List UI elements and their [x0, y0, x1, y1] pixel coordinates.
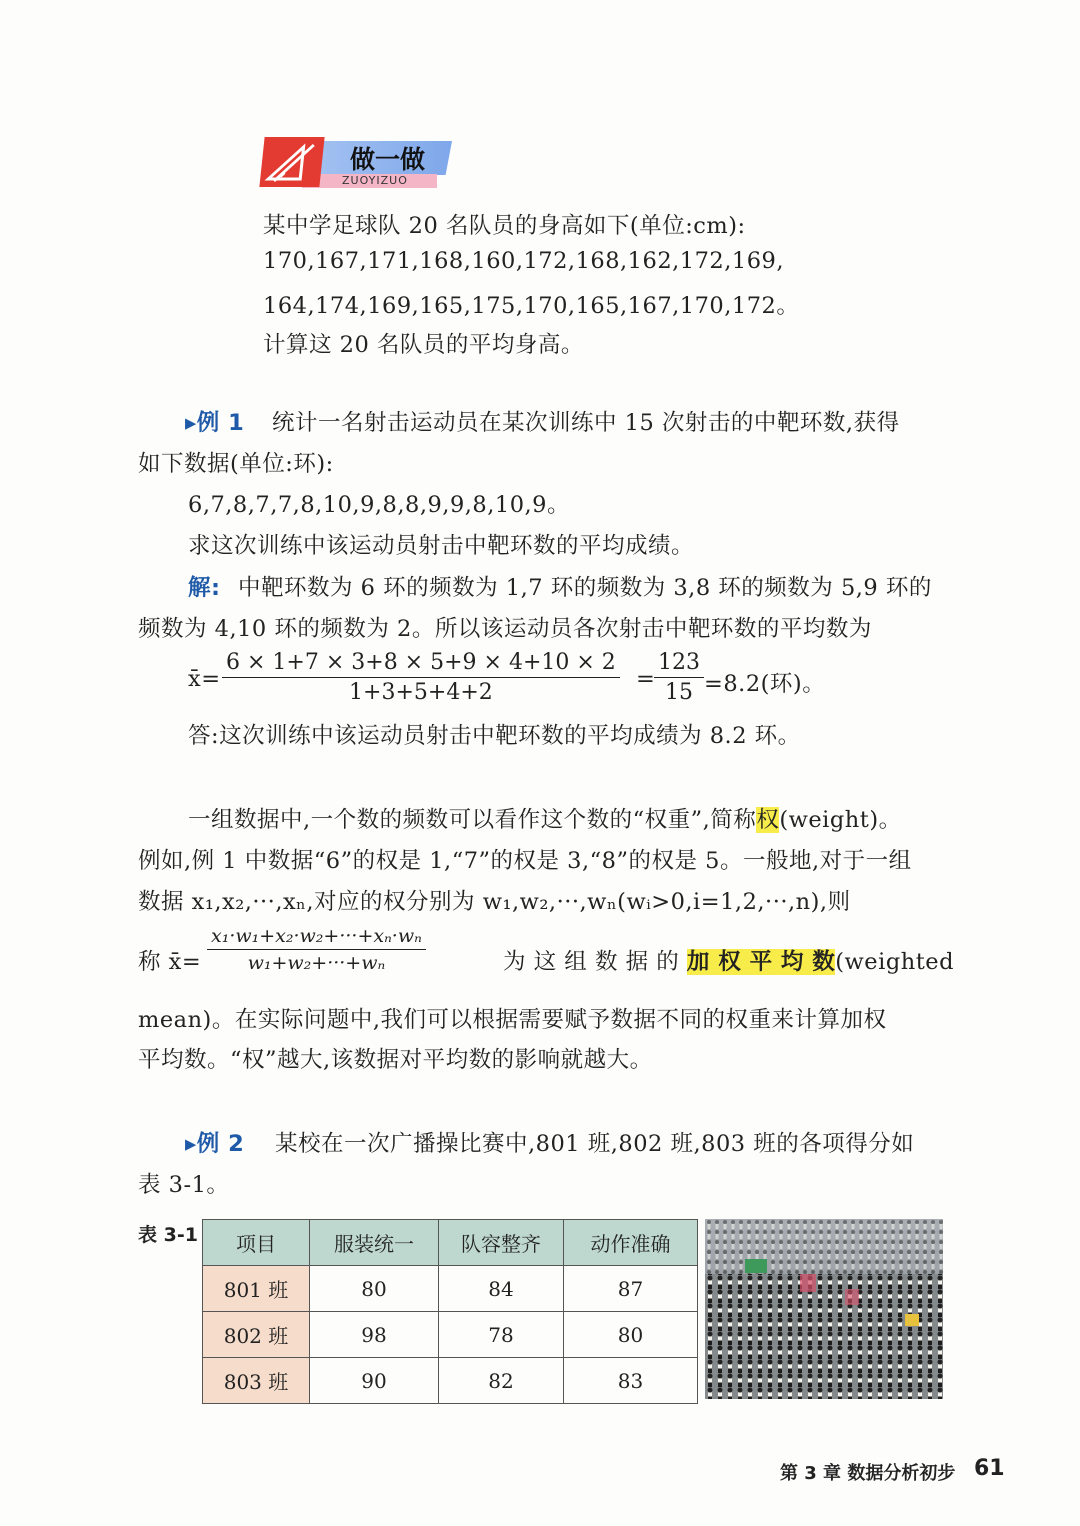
weighted-line-3: 数据 x₁,x₂,···,xₙ,对应的权分别为 w₁,w₂,···,wₙ(wᵢ>0,i=1,2,···,n),则	[138, 889, 851, 915]
activity-line-2: 170,167,171,168,160,172,168,162,172,169,	[263, 248, 784, 274]
example2-line-2: 表 3-1。	[138, 1172, 230, 1198]
formula-denominator-1: 1+3+5+4+2	[349, 680, 493, 705]
ruler-triangle-icon	[259, 137, 324, 187]
weighted-line-1a: 一组数据中,一个数的频数可以看作这个数的“权重”,简称	[188, 807, 757, 833]
formula-eq: =	[636, 666, 656, 692]
weighted-line-5: mean)。在实际问题中,我们可以根据需要赋予数据不同的权重来计算加权	[138, 1007, 887, 1033]
weighted-line-4-post: (weighted	[835, 949, 954, 975]
table-row-header: 802 班	[203, 1312, 310, 1358]
formula-numerator-1: 6 × 1+7 × 3+8 × 5+9 × 4+10 × 2	[222, 650, 620, 678]
table-header: 服装统一	[310, 1220, 439, 1266]
table-row-header: 803 班	[203, 1358, 310, 1404]
table-header: 项目	[203, 1220, 310, 1266]
table-header: 动作准确	[564, 1220, 698, 1266]
formula-lhs: x̄=	[188, 666, 221, 692]
table-cell: 84	[439, 1266, 564, 1312]
weighted-line-6: 平均数。“权”越大,该数据对平均数的影响就越大。	[138, 1047, 653, 1073]
weighted-line-4-mid: 为 这 组 数 据 的	[503, 949, 680, 975]
example2-label: ▸例 2	[185, 1131, 245, 1157]
weighted-line-1b: (weight)。	[779, 807, 902, 833]
table-header: 队容整齐	[439, 1220, 564, 1266]
formula-denominator-2: 15	[665, 680, 693, 705]
weighted-mean-term: 加 权 平 均 数	[686, 949, 836, 975]
formula-result: =8.2(环)。	[704, 671, 826, 697]
weighted-line-2: 例如,例 1 中数据“6”的权是 1,“7”的权是 3,“8”的权是 5。一般地,对于一组	[138, 848, 912, 874]
table-cell: 87	[564, 1266, 698, 1312]
example1-answer: 答:这次训练中该运动员射击中靶环数的平均成绩为 8.2 环。	[188, 723, 801, 749]
table-caption: 表 3-1	[138, 1224, 198, 1246]
example1-line-4: 求这次训练中该运动员射击中靶环数的平均成绩。	[188, 533, 695, 559]
example1-line-2: 如下数据(单位:环):	[138, 451, 334, 477]
activity-banner	[262, 137, 457, 189]
banner-subtitle: ZUOYIZUO	[342, 174, 408, 187]
page-number: 61	[974, 1456, 1005, 1481]
table-row-header: 801 班	[203, 1266, 310, 1312]
table-cell: 83	[564, 1358, 698, 1404]
formula-fraction-2	[654, 650, 704, 705]
solution-label: 解:	[188, 575, 221, 601]
table-header-row	[203, 1220, 698, 1266]
table-cell: 80	[564, 1312, 698, 1358]
solution-line-1: 中靶环数为 6 环的频数为 1,7 环的频数为 3,8 环的频数为 5,9 环的	[238, 575, 932, 601]
example2-line-1: 某校在一次广播操比赛中,801 班,802 班,803 班的各项得分如	[275, 1131, 915, 1157]
example1-line-3: 6,7,8,7,7,8,10,9,8,8,9,9,8,10,9。	[188, 492, 570, 518]
example1-line-1: 统计一名射击运动员在某次训练中 15 次射击的中靶环数,获得	[272, 410, 900, 436]
table-row	[203, 1358, 698, 1404]
banner-title: 做一做	[350, 145, 426, 174]
table-cell: 98	[310, 1312, 439, 1358]
example1-label: ▸例 1	[185, 410, 245, 436]
weighted-denominator: w₁+w₂+···+wₙ	[247, 952, 386, 974]
weighted-formula-lhs: 称 x̄=	[138, 949, 202, 975]
footer-chapter: 第 3 章 数据分析初步	[780, 1463, 956, 1484]
assembly-photo	[705, 1219, 943, 1399]
solution-line-2: 频数为 4,10 环的频数为 2。所以该运动员各次射击中靶环数的平均数为	[138, 616, 872, 642]
table-cell: 80	[310, 1266, 439, 1312]
weighted-fraction	[207, 925, 426, 974]
activity-line-3: 164,174,169,165,175,170,165,167,170,172。	[263, 293, 800, 319]
scores-table	[202, 1219, 698, 1404]
weighted-line-4	[503, 944, 954, 976]
weight-term: 权	[756, 807, 780, 833]
table-cell: 82	[439, 1358, 564, 1404]
weighted-numerator: x₁·w₁+x₂·w₂+···+xₙ·wₙ	[207, 925, 426, 950]
activity-line-4: 计算这 20 名队员的平均身高。	[263, 332, 584, 358]
formula-fraction-1	[222, 650, 620, 705]
table-cell: 78	[439, 1312, 564, 1358]
table-row	[203, 1312, 698, 1358]
formula-numerator-2: 123	[654, 650, 704, 678]
activity-line-1: 某中学足球队 20 名队员的身高如下(单位:cm):	[263, 213, 746, 239]
table-row	[203, 1266, 698, 1312]
weighted-line-1	[188, 802, 902, 834]
table-cell: 90	[310, 1358, 439, 1404]
